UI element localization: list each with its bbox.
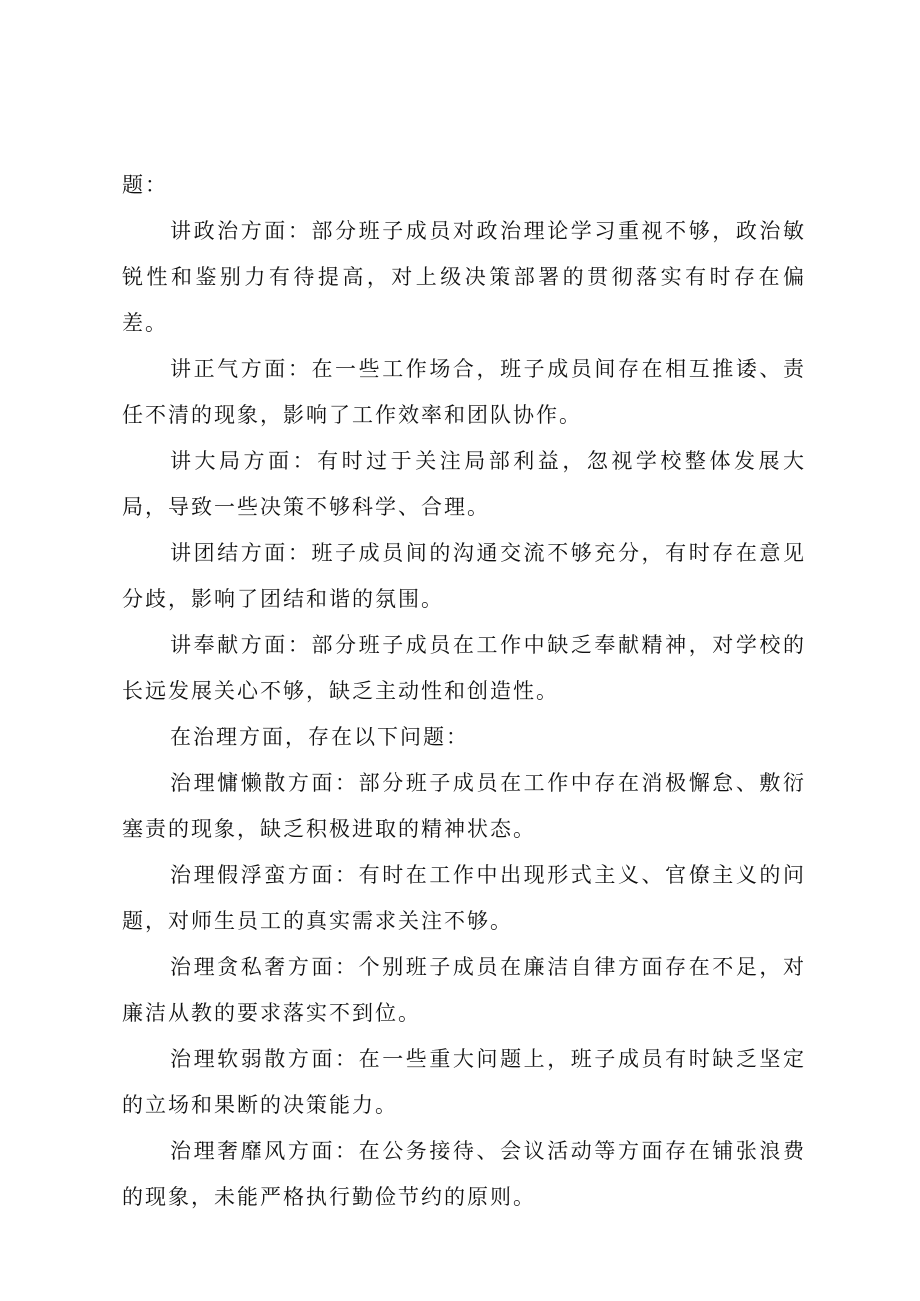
paragraph-governance-extravagance: 治理奢靡风方面：在公务接待、会议活动等方面存在铺张浪费的现象，未能严格执行勤俭节约的原则。 (122, 1139, 806, 1209)
paragraph-governance-formalism: 治理假浮蛮方面：有时在工作中出现形式主义、官僚主义的问题，对师生员工的真实需求关注不够。 (122, 863, 806, 933)
paragraph-politics: 讲政治方面：部分班子成员对政治理论学习重视不够，政治敏锐性和鉴别力有待提高，对上级决策部署的贯彻落实有时存在偏差。 (122, 219, 806, 335)
paragraph-governance-weakness: 治理软弱散方面：在一些重大问题上，班子成员有时缺乏坚定的立场和果断的决策能力。 (122, 1047, 806, 1117)
paragraph-governance-laziness: 治理慵懒散方面：部分班子成员在工作中存在消极懈怠、敷衍塞责的现象，缺乏积极进取的精神状态。 (122, 771, 806, 841)
paragraph-governance-intro: 在治理方面，存在以下问题： (170, 725, 469, 749)
paragraph-unity: 讲团结方面：班子成员间的沟通交流不够充分，有时存在意见分歧，影响了团结和谐的氛围。 (122, 541, 806, 611)
paragraph-governance-corruption: 治理贪私奢方面：个别班子成员在廉洁自律方面存在不足，对廉洁从教的要求落实不到位。 (122, 955, 806, 1025)
document-body (122, 162, 806, 1220)
paragraph-integrity: 讲正气方面：在一些工作场合，班子成员间存在相互推诿、责任不清的现象，影响了工作效率和团队协作。 (122, 357, 806, 427)
paragraph-dedication: 讲奉献方面：部分班子成员在工作中缺乏奉献精神，对学校的长远发展关心不够，缺乏主动性和创造性。 (122, 633, 806, 703)
paragraph-overall-situation: 讲大局方面：有时过于关注局部利益，忽视学校整体发展大局，导致一些决策不够科学、合理。 (122, 449, 806, 519)
paragraph-continuation: 题： (122, 173, 168, 197)
